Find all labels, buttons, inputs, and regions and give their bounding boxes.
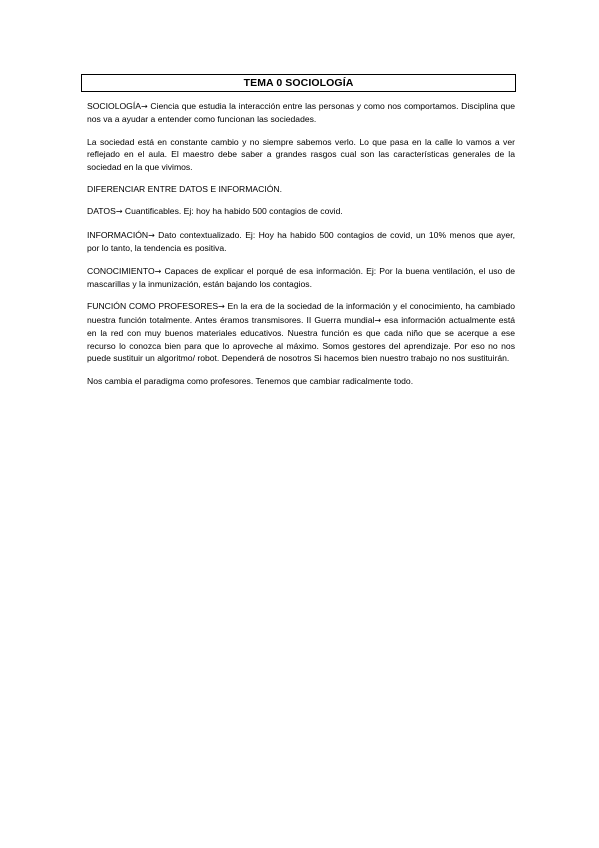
paragraph-funcion-profesores <box>87 300 515 364</box>
arrow-icon: → <box>218 302 225 312</box>
paragraph-sociedad <box>87 136 515 173</box>
paragraph-text: esa información actualmente está en la red con muy buenos materiales educativos. Nuestra función es que cada niño que se acerque a ese recurso lo conozca bien para que lo aproveche al máximo. Somos gestores del aprendizaje. Por eso no nos puede sustituir un algoritmo/ robot. Dependerá de nosotros Si hacemos bien nuestro trabajo no nos sustituirán. <box>87 314 516 364</box>
paragraph-text: Ciencia que estudia la interacción entre las personas y como nos comportamos. Disciplina que nos va a ayudar a entender como funcionan las sociedades. <box>87 101 515 125</box>
term-informacion: INFORMACIÓN <box>87 229 149 240</box>
paragraph-text: En la era de la sociedad de la información y el conocimiento, ha cambiado nuestra función totalmente. Antes éramos transmisores. II Guerra mundial <box>87 301 515 325</box>
paragraph-text: Dato contextualizado. Ej: Hoy ha habido 500 contagios de covid, un 10% menos que ayer, por lo tanto, la tendencia es positiva. <box>87 229 515 254</box>
arrow-icon: → <box>154 266 162 276</box>
arrow-icon: → <box>140 102 148 111</box>
paragraph-paradigma <box>87 375 515 387</box>
term-sociologia: SOCIOLOGÍA <box>87 101 141 111</box>
title-box <box>81 74 516 92</box>
document-body <box>87 100 515 397</box>
paragraph-text: Cuantificables. Ej: hoy ha habido 500 contagios de covid. <box>122 206 343 217</box>
term-datos: DATOS <box>87 206 116 217</box>
paragraph-datos <box>87 205 515 218</box>
term-funcion-profesores: FUNCIÓN COMO PROFESORES <box>87 301 219 312</box>
paragraph-sociologia <box>87 100 515 126</box>
arrow-icon: → <box>374 315 382 325</box>
paragraph-conocimiento <box>87 265 515 291</box>
paragraph-text: Nos cambia el paradigma como profesores. Tenemos que cambiar radicalmente todo. <box>87 375 414 386</box>
paragraph-diferenciar <box>87 183 515 195</box>
arrow-icon: → <box>115 207 123 217</box>
arrow-icon: → <box>148 230 155 240</box>
term-conocimiento: CONOCIMIENTO <box>87 265 155 276</box>
paragraph-text: La sociedad está en constante cambio y no siempre sabemos verlo. Lo que pasa en la calle lo vamos a ver reflejado en el aula. El maestro debe saber a grandes rasgos cual son las características generales de la sociedad en la que vivimos. <box>87 136 515 172</box>
paragraph-text: Capaces de explicar el porqué de esa información. Ej: Por la buena ventilación, el uso de mascarillas y la inmunización, están bajando los contagios. <box>87 265 515 290</box>
paragraph-text: DIFERENCIAR ENTRE DATOS E INFORMACIÓN. <box>87 184 282 195</box>
paragraph-informacion <box>87 229 515 255</box>
page-title: TEMA 0 SOCIOLOGÍA <box>243 77 354 89</box>
